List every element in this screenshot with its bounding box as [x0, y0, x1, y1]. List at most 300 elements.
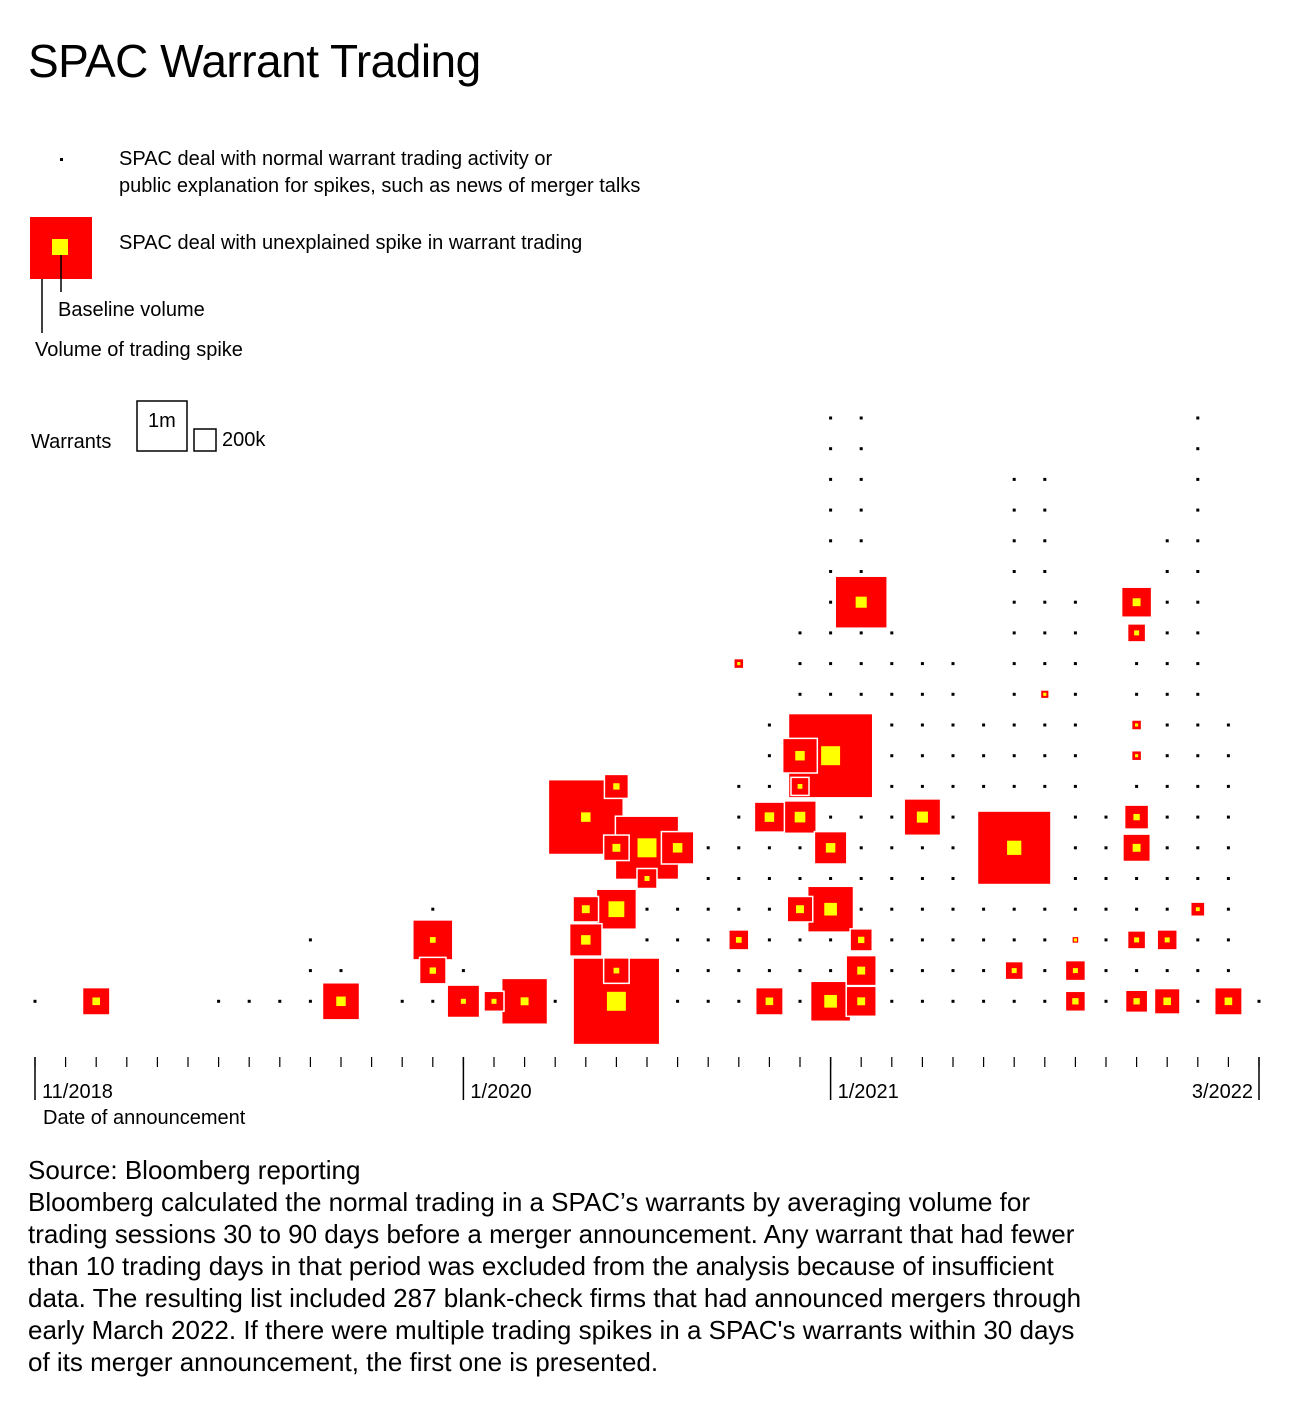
normal-deal-dot — [1166, 785, 1169, 788]
normal-deal-dot — [1043, 724, 1046, 727]
baseline-volume-square — [796, 905, 804, 913]
normal-deal-dot — [768, 877, 771, 880]
spike-deal — [811, 981, 851, 1021]
normal-deal-dot — [676, 1000, 679, 1003]
normal-deal-dot — [676, 908, 679, 911]
normal-deal-dot — [829, 509, 832, 512]
baseline-volume-square — [737, 662, 740, 665]
normal-deal-dot — [890, 662, 893, 665]
normal-deal-dot — [1196, 816, 1199, 819]
normal-deal-dot — [1043, 539, 1046, 542]
legend-normal-line-1: SPAC deal with normal warrant trading activity or — [119, 148, 553, 170]
normal-deal-dot — [952, 693, 955, 696]
normal-deal-dot — [829, 539, 832, 542]
normal-deal-dot — [921, 693, 924, 696]
normal-deal-dot — [1013, 693, 1016, 696]
normal-deal-dot — [829, 447, 832, 450]
normal-deal-dot — [401, 1000, 404, 1003]
normal-deal-dot — [1105, 938, 1108, 941]
normal-deal-dot — [1043, 478, 1046, 481]
normal-deal-dot — [890, 724, 893, 727]
normal-deal-dot — [707, 1000, 710, 1003]
normal-deal-dot — [768, 754, 771, 757]
normal-deal-dot — [1196, 846, 1199, 849]
normal-deal-dot — [952, 785, 955, 788]
baseline-volume-square — [612, 844, 620, 852]
normal-deal-dot — [1227, 724, 1230, 727]
normal-deal-dot — [1166, 908, 1169, 911]
legend-baseline-square — [52, 239, 68, 255]
spike-deal — [661, 832, 693, 864]
size-legend-large-label: 1m — [148, 410, 176, 432]
baseline-volume-square — [613, 783, 619, 789]
baseline-volume-square — [1073, 968, 1078, 973]
spike-deal — [1132, 720, 1142, 730]
normal-deal-dot — [921, 938, 924, 941]
normal-deal-dot — [860, 478, 863, 481]
baseline-volume-square — [765, 812, 774, 821]
normal-deal-dot — [829, 938, 832, 941]
normal-deal-dot — [768, 785, 771, 788]
spike-deal — [784, 801, 816, 833]
normal-deal-dot — [1013, 724, 1016, 727]
spike-deal — [1157, 930, 1177, 950]
normal-deal-dot — [1013, 570, 1016, 573]
x-tick-label: 11/2018 — [42, 1081, 113, 1103]
normal-deal-dot — [1227, 785, 1230, 788]
baseline-volume-square — [1134, 937, 1139, 942]
normal-deal-dot — [1166, 816, 1169, 819]
normal-deal-dot — [1166, 693, 1169, 696]
normal-deal-dot — [278, 1000, 281, 1003]
normal-deal-dot — [1135, 877, 1138, 880]
baseline-volume-square — [1133, 814, 1139, 820]
baseline-volume-square — [1012, 968, 1017, 973]
normal-deal-dot — [768, 846, 771, 849]
normal-deal-dot — [860, 539, 863, 542]
normal-deal-dot — [768, 724, 771, 727]
normal-deal-dot — [1166, 631, 1169, 634]
normal-deal-dot — [1135, 785, 1138, 788]
baseline-volume-square — [581, 935, 590, 944]
legend-spike-label: SPAC deal with unexplained spike in warrant trading — [119, 232, 583, 254]
x-tick-label: 1/2021 — [837, 1081, 899, 1103]
normal-deal-dot — [462, 969, 465, 972]
normal-deal-dot — [1074, 724, 1077, 727]
normal-deal-dot — [217, 1000, 220, 1003]
spike-deal — [447, 985, 479, 1017]
baseline-volume-square — [824, 995, 837, 1008]
normal-deal-dot — [1227, 846, 1230, 849]
spike-deal — [1072, 936, 1079, 943]
normal-deal-dot — [1196, 785, 1199, 788]
normal-deal-dot — [1196, 877, 1199, 880]
normal-deal-dot — [890, 938, 893, 941]
normal-deal-dot — [431, 908, 434, 911]
normal-deal-dot — [890, 693, 893, 696]
normal-deal-dot — [921, 877, 924, 880]
size-legend-large-box — [137, 401, 187, 451]
baseline-volume-square — [1074, 938, 1077, 941]
normal-deal-dot — [1227, 816, 1230, 819]
baseline-volume-square — [826, 843, 835, 852]
baseline-volume-square — [1133, 998, 1139, 1004]
baseline-volume-square — [614, 968, 620, 974]
normal-deal-dot — [1166, 969, 1169, 972]
spike-deal — [1128, 931, 1146, 949]
normal-deal-dot — [860, 908, 863, 911]
baseline-volume-square — [92, 998, 100, 1006]
normal-deal-dot — [799, 662, 802, 665]
baseline-volume-square — [1135, 754, 1138, 757]
normal-deal-dot — [737, 785, 740, 788]
normal-deal-dot — [982, 969, 985, 972]
baseline-volume-square — [856, 597, 867, 608]
spike-deal — [1215, 988, 1242, 1015]
spike-deal — [573, 896, 598, 921]
normal-deal-dot — [890, 1000, 893, 1003]
spike-deal — [413, 920, 453, 960]
baseline-volume-square — [336, 997, 345, 1006]
normal-deal-dot — [829, 877, 832, 880]
normal-deal-dot — [982, 785, 985, 788]
normal-deal-dot — [1074, 693, 1077, 696]
baseline-volume-square — [582, 905, 590, 913]
baseline-volume-square — [1134, 630, 1139, 635]
normal-deal-dot — [646, 908, 649, 911]
spike-deal — [1005, 962, 1023, 980]
normal-deal-dot — [1196, 1000, 1199, 1003]
spike-deal — [791, 777, 809, 795]
normal-deal-dot — [1043, 938, 1046, 941]
normal-dots — [34, 417, 1261, 1003]
normal-deal-dot — [829, 969, 832, 972]
normal-deal-dot — [1013, 509, 1016, 512]
normal-deal-dot — [248, 1000, 251, 1003]
baseline-volume-square — [857, 997, 865, 1005]
spike-deal — [904, 799, 940, 835]
baseline-volume-square — [1165, 937, 1170, 942]
footer-note: Bloomberg calculated the normal trading in a SPAC’s warrants by averaging volume for trading sessions 30 to 90 days before a merger announcement. Any warrant that had fewer than 10 trading days in that period was excluded from the analysis because of insufficient data. The resulting list included 287 blank-check firms that had announced mergers through early March 2022. If there were multiple trading spikes in a SPAC's warrants within 30 days of its merger announcement, the first one is presented. — [28, 1187, 1082, 1377]
normal-deal-dot — [768, 938, 771, 941]
normal-deal-dot — [1013, 478, 1016, 481]
normal-deal-dot — [890, 846, 893, 849]
normal-deal-dot — [829, 662, 832, 665]
normal-deal-dot — [921, 754, 924, 757]
normal-deal-dot — [737, 877, 740, 880]
normal-deal-dot — [799, 877, 802, 880]
normal-deal-dot — [982, 754, 985, 757]
spike-deal — [1128, 624, 1146, 642]
baseline-volume-square — [1196, 907, 1200, 911]
normal-deal-dot — [860, 877, 863, 880]
baseline-volume-square — [795, 751, 804, 760]
normal-deal-dot — [1166, 662, 1169, 665]
spike-deal — [787, 896, 812, 921]
normal-deal-dot — [1013, 539, 1016, 542]
baseline-volume-square — [1225, 998, 1233, 1006]
baseline-volume-square — [1133, 844, 1141, 852]
spike-deal — [783, 738, 818, 773]
x-axis — [35, 1057, 1259, 1129]
normal-deal-dot — [1227, 754, 1230, 757]
spike-deal — [729, 930, 749, 950]
normal-deal-dot — [952, 846, 955, 849]
spike-deal — [83, 988, 110, 1015]
normal-deal-dot — [1227, 877, 1230, 880]
normal-deal-dot — [676, 969, 679, 972]
normal-deal-dot — [1196, 478, 1199, 481]
spike-deal — [1154, 989, 1179, 1014]
normal-deal-dot — [952, 816, 955, 819]
normal-deal-dot — [1227, 969, 1230, 972]
normal-deal-dot — [1105, 1000, 1108, 1003]
normal-deal-dot — [982, 1000, 985, 1003]
normal-deal-dot — [707, 846, 710, 849]
normal-deal-dot — [1196, 693, 1199, 696]
baseline-volume-square — [607, 992, 626, 1011]
baseline-volume-square — [1007, 841, 1021, 855]
baseline-volume-square — [795, 812, 806, 823]
normal-deal-dot — [921, 785, 924, 788]
normal-deal-dot — [1074, 846, 1077, 849]
legend-normal-line-2: public explanation for spikes, such as news of merger talks — [119, 175, 641, 197]
normal-deal-dot — [1135, 662, 1138, 665]
x-tick-label: 1/2020 — [470, 1081, 532, 1103]
normal-deal-dot — [1166, 570, 1169, 573]
normal-deal-dot — [768, 908, 771, 911]
spike-deal — [322, 983, 359, 1020]
spike-deal — [570, 924, 602, 956]
baseline-volume-square — [1163, 998, 1171, 1006]
baseline-volume-square — [638, 838, 657, 857]
normal-deal-dot — [309, 969, 312, 972]
normal-deal-dot — [860, 570, 863, 573]
baseline-volume-square — [1133, 598, 1141, 606]
normal-deal-dot — [1105, 969, 1108, 972]
normal-deal-dot — [921, 1000, 924, 1003]
footer-source: Source: Bloomberg reporting — [28, 1155, 361, 1185]
normal-deal-dot — [1196, 662, 1199, 665]
normal-deal-dot — [921, 908, 924, 911]
normal-deal-dot — [952, 724, 955, 727]
baseline-volume-square — [736, 937, 742, 943]
spike-deal — [1122, 587, 1152, 617]
baseline-volume-square — [430, 967, 436, 973]
legend-normal-dot — [60, 158, 63, 161]
normal-deal-dot — [34, 1000, 37, 1003]
normal-deal-dot — [1105, 846, 1108, 849]
normal-deal-dot — [799, 693, 802, 696]
spike-deal — [1132, 751, 1142, 761]
normal-deal-dot — [860, 662, 863, 665]
normal-deal-dot — [1043, 631, 1046, 634]
normal-deal-dot — [952, 877, 955, 880]
normal-deal-dot — [921, 662, 924, 665]
normal-deal-dot — [1105, 877, 1108, 880]
normal-deal-dot — [829, 417, 832, 420]
normal-deal-dot — [1135, 969, 1138, 972]
normal-deal-dot — [890, 754, 893, 757]
normal-deal-dot — [1013, 601, 1016, 604]
normal-deal-dot — [890, 785, 893, 788]
spike-deal — [502, 978, 548, 1024]
spike-deal — [734, 659, 744, 669]
normal-deal-dot — [707, 877, 710, 880]
normal-deal-dot — [1074, 601, 1077, 604]
baseline-volume-square — [821, 746, 840, 765]
normal-deal-dot — [952, 908, 955, 911]
normal-deal-dot — [890, 969, 893, 972]
normal-deal-dot — [799, 1000, 802, 1003]
normal-deal-dot — [829, 693, 832, 696]
spike-deal — [1191, 902, 1205, 916]
normal-deal-dot — [431, 1000, 434, 1003]
spike-deal — [1065, 961, 1085, 981]
spike-deal — [637, 869, 657, 889]
spike-deal — [977, 811, 1050, 884]
baseline-volume-square — [1043, 693, 1046, 696]
baseline-volume-square — [645, 876, 650, 881]
spike-deal — [814, 832, 846, 864]
normal-deal-dot — [1043, 662, 1046, 665]
normal-deal-dot — [1196, 417, 1199, 420]
baseline-volume-square — [858, 937, 864, 943]
normal-deal-dot — [952, 662, 955, 665]
normal-deal-dot — [1196, 539, 1199, 542]
size-legend-small-box — [194, 429, 216, 451]
baseline-volume-square — [608, 901, 624, 917]
normal-deal-dot — [1043, 601, 1046, 604]
normal-deal-dot — [1135, 693, 1138, 696]
spike-deal — [756, 988, 783, 1015]
normal-deal-dot — [860, 417, 863, 420]
normal-deal-dot — [1074, 816, 1077, 819]
baseline-volume-square — [824, 903, 837, 916]
normal-deal-dot — [829, 631, 832, 634]
normal-deal-dot — [799, 846, 802, 849]
baseline-volume-square — [461, 999, 466, 1004]
normal-deal-dot — [737, 969, 740, 972]
normal-deal-dot — [1105, 816, 1108, 819]
normal-deal-dot — [1196, 570, 1199, 573]
baseline-volume-square — [857, 967, 865, 975]
size-legend-title: Warrants — [31, 431, 112, 453]
normal-deal-dot — [952, 938, 955, 941]
normal-deal-dot — [1227, 908, 1230, 911]
normal-deal-dot — [921, 846, 924, 849]
normal-deal-dot — [890, 631, 893, 634]
normal-deal-dot — [707, 938, 710, 941]
normal-deal-dot — [1043, 908, 1046, 911]
normal-deal-dot — [1013, 754, 1016, 757]
x-tick-label: 3/2022 — [1191, 1081, 1253, 1103]
normal-deal-dot — [737, 1000, 740, 1003]
normal-deal-dot — [1013, 1000, 1016, 1003]
normal-deal-dot — [1166, 846, 1169, 849]
normal-deal-dot — [1166, 724, 1169, 727]
normal-deal-dot — [1013, 631, 1016, 634]
spike-deal — [420, 957, 446, 983]
normal-deal-dot — [1043, 785, 1046, 788]
normal-deal-dot — [1013, 785, 1016, 788]
normal-deal-dot — [1227, 938, 1230, 941]
normal-deal-dot — [340, 969, 343, 972]
baseline-volume-square — [673, 843, 682, 852]
normal-deal-dot — [829, 570, 832, 573]
normal-deal-dot — [1196, 447, 1199, 450]
normal-deal-dot — [1074, 877, 1077, 880]
normal-deal-dot — [860, 509, 863, 512]
normal-deal-dot — [1166, 754, 1169, 757]
baseline-volume-square — [1072, 998, 1078, 1004]
normal-deal-dot — [1043, 754, 1046, 757]
baseline-volume-square — [917, 812, 928, 823]
baseline-volume-square — [492, 999, 497, 1004]
normal-deal-dot — [737, 908, 740, 911]
normal-deal-dot — [860, 846, 863, 849]
normal-deal-dot — [860, 816, 863, 819]
normal-deal-dot — [860, 631, 863, 634]
normal-deal-dot — [921, 969, 924, 972]
normal-deal-dot — [554, 1000, 557, 1003]
normal-deal-dot — [890, 908, 893, 911]
baseline-volume-square — [521, 997, 529, 1005]
normal-deal-dot — [768, 969, 771, 972]
normal-deal-dot — [1013, 938, 1016, 941]
normal-deal-dot — [1043, 1000, 1046, 1003]
normal-deal-dot — [1196, 969, 1199, 972]
normal-deal-dot — [1043, 969, 1046, 972]
normal-deal-dot — [676, 938, 679, 941]
normal-deal-dot — [1074, 631, 1077, 634]
normal-deal-dot — [707, 969, 710, 972]
normal-deal-dot — [1105, 908, 1108, 911]
normal-deal-dot — [1196, 754, 1199, 757]
spike-deal — [604, 835, 629, 860]
normal-deal-dot — [1166, 601, 1169, 604]
normal-deal-dot — [646, 938, 649, 941]
normal-deal-dot — [1196, 724, 1199, 727]
normal-deal-dot — [1013, 662, 1016, 665]
spike-deal — [1065, 991, 1085, 1011]
normal-deal-dot — [829, 478, 832, 481]
normal-deal-dot — [707, 908, 710, 911]
normal-deal-dot — [799, 938, 802, 941]
normal-deal-dot — [982, 938, 985, 941]
baseline-volume-square — [766, 998, 774, 1006]
normal-deal-dot — [890, 877, 893, 880]
legend-spike-volume-label: Volume of trading spike — [35, 339, 243, 361]
normal-deal-dot — [1043, 570, 1046, 573]
normal-deal-dot — [737, 846, 740, 849]
size-legend-small-label: 200k — [222, 429, 266, 451]
normal-deal-dot — [799, 969, 802, 972]
normal-deal-dot — [737, 816, 740, 819]
baseline-volume-square — [798, 784, 803, 789]
normal-deal-dot — [860, 447, 863, 450]
normal-deal-dot — [982, 908, 985, 911]
normal-deal-dot — [829, 601, 832, 604]
x-axis-label: Date of announcement — [43, 1107, 246, 1129]
normal-deal-dot — [829, 816, 832, 819]
normal-deal-dot — [309, 938, 312, 941]
normal-deal-dot — [952, 1000, 955, 1003]
normal-deal-dot — [1258, 1000, 1261, 1003]
spike-deal — [754, 802, 784, 832]
normal-deal-dot — [1043, 509, 1046, 512]
spike-deal — [484, 991, 504, 1011]
